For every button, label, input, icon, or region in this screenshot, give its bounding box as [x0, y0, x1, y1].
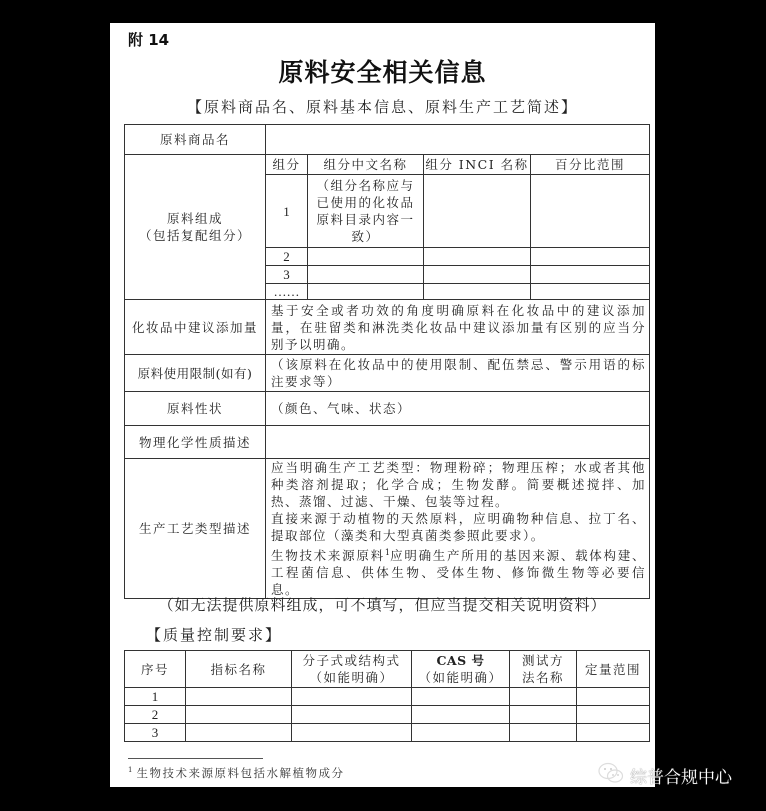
component-range[interactable]: [531, 248, 650, 266]
component-cn-name[interactable]: [308, 248, 424, 266]
qc-cell[interactable]: [292, 688, 412, 706]
trade-name-value[interactable]: [266, 125, 650, 155]
appearance-row: [125, 392, 650, 426]
component-inci[interactable]: [424, 266, 531, 284]
qc-cell[interactable]: [292, 724, 412, 742]
component-cn-name[interactable]: （组分名称应与已使用的化妆品原料目录内容一致）: [308, 175, 424, 248]
suggested-dosage-row: [125, 300, 650, 355]
watermark-text: 综普合规中心: [630, 767, 732, 788]
qc-cell[interactable]: [510, 706, 577, 724]
physchem-row: [125, 426, 650, 459]
qc-col-header-formula: 分子式或结构式 （如能明确）: [292, 651, 412, 688]
appearance-value[interactable]: （颜色、气味、状态）: [266, 392, 650, 426]
raw-material-info-table: [124, 124, 650, 599]
physchem-label: 物理化学性质描述: [125, 426, 266, 459]
qc-col-header-range: 定量范围: [577, 651, 650, 688]
footnote-text: 生物技术来源原料包括水解植物成分: [136, 766, 345, 780]
col-header-range: 百分比范围: [531, 155, 650, 175]
physchem-value[interactable]: [266, 426, 650, 459]
component-cn-name[interactable]: [308, 266, 424, 284]
composition-note: （如无法提供原料组成，可不填写，但应当提交相关说明资料）: [158, 596, 607, 614]
footnote: [128, 765, 344, 781]
qc-header-row: [125, 651, 650, 688]
composition-label-line1: 原料组成: [166, 211, 223, 226]
qc-cell[interactable]: [510, 724, 577, 742]
document-page: [110, 23, 655, 787]
section-subtitle: 【原料商品名、原料基本信息、原料生产工艺简述】: [186, 98, 578, 116]
component-range[interactable]: [531, 284, 650, 300]
col-header-inci: 组分 INCI 名称: [424, 155, 531, 175]
col-header-cn-name: 组分中文名称: [308, 155, 424, 175]
table-row: [125, 706, 650, 724]
composition-header-row: [125, 155, 650, 175]
qc-col-header-no: 序号: [125, 651, 186, 688]
process-para-3-rest: 应明确生产所用的基因来源、载体构建、工程菌信息、供体生物、受体生物、修饰微生物等必要信息。: [271, 548, 646, 598]
component-inci[interactable]: [424, 175, 531, 248]
qc-cell[interactable]: [412, 724, 510, 742]
process-para-3-lead: 生物技术来源原料: [271, 548, 385, 564]
qc-cell[interactable]: [186, 688, 292, 706]
component-cn-name[interactable]: [308, 284, 424, 300]
process-value[interactable]: [266, 459, 650, 599]
page-title: 原料安全相关信息: [278, 58, 487, 87]
usage-restriction-label: 原料使用限制(如有): [125, 355, 266, 392]
suggested-dosage-value[interactable]: 基于安全或者功效的角度明确原料在化妆品中的建议添加量，在驻留类和淋洗类化妆品中建议添加量有区别的应当分别予以明确。: [266, 300, 650, 355]
footnote-marker: 1: [128, 766, 133, 775]
component-range[interactable]: [531, 266, 650, 284]
footnote-ref: 1: [384, 548, 390, 557]
process-para-2: 直接来源于动植物的天然原料，应明确物种信息、拉丁名、提取部位（藻类和大型真菌类参照此要求）。: [271, 511, 646, 543]
usage-restriction-row: [125, 355, 650, 392]
qc-cell[interactable]: [186, 706, 292, 724]
qc-row-no: 1: [125, 688, 186, 706]
qc-row-no: 2: [125, 706, 186, 724]
qc-cell[interactable]: [186, 724, 292, 742]
qc-row-no: 3: [125, 724, 186, 742]
process-label: 生产工艺类型描述: [125, 459, 266, 599]
qc-cell[interactable]: [292, 706, 412, 724]
component-no: 3: [266, 266, 308, 284]
composition-label-line2: （包括复配组分）: [138, 228, 251, 243]
quality-control-table: [124, 650, 650, 742]
component-inci[interactable]: [424, 284, 531, 300]
composition-label: [125, 155, 266, 300]
watermark: [598, 762, 732, 788]
component-range[interactable]: [531, 175, 650, 248]
table-row: [125, 688, 650, 706]
process-row: [125, 459, 650, 599]
qc-col-header-method: 测试方 法名称: [510, 651, 577, 688]
process-para-1: 应当明确生产工艺类型：物理粉碎；物理压榨；水或者其他种类溶剂提取；化学合成；生物发酵。简要概述搅拌、加热、蒸馏、过滤、干燥、包装等过程。: [271, 460, 646, 509]
component-inci[interactable]: [424, 248, 531, 266]
qc-cell[interactable]: [412, 688, 510, 706]
col-header-component: 组分: [266, 155, 308, 175]
qc-cell[interactable]: [577, 688, 650, 706]
appearance-label: 原料性状: [125, 392, 266, 426]
qc-cell[interactable]: [510, 688, 577, 706]
process-para-3: [271, 544, 646, 598]
qc-col-header-indicator: 指标名称: [186, 651, 292, 688]
qc-cell[interactable]: [577, 724, 650, 742]
qc-cell[interactable]: [412, 706, 510, 724]
component-no: 2: [266, 248, 308, 266]
qc-cell[interactable]: [577, 706, 650, 724]
appendix-label: 附 14: [128, 31, 170, 49]
qc-col-header-cas: CAS 号 （如能明确）: [412, 651, 510, 688]
component-no: ……: [266, 284, 308, 300]
wechat-icon: [598, 762, 624, 788]
trade-name-label: 原料商品名: [125, 125, 266, 155]
table-row: [125, 724, 650, 742]
component-no: 1: [266, 175, 308, 248]
usage-restriction-value[interactable]: （该原料在化妆品中的使用限制、配伍禁忌、警示用语的标注要求等）: [266, 355, 650, 392]
trade-name-row: [125, 125, 650, 155]
footnote-divider: [128, 758, 263, 759]
qc-heading: 【质量控制要求】: [146, 626, 283, 644]
suggested-dosage-label: 化妆品中建议添加量: [125, 300, 266, 355]
